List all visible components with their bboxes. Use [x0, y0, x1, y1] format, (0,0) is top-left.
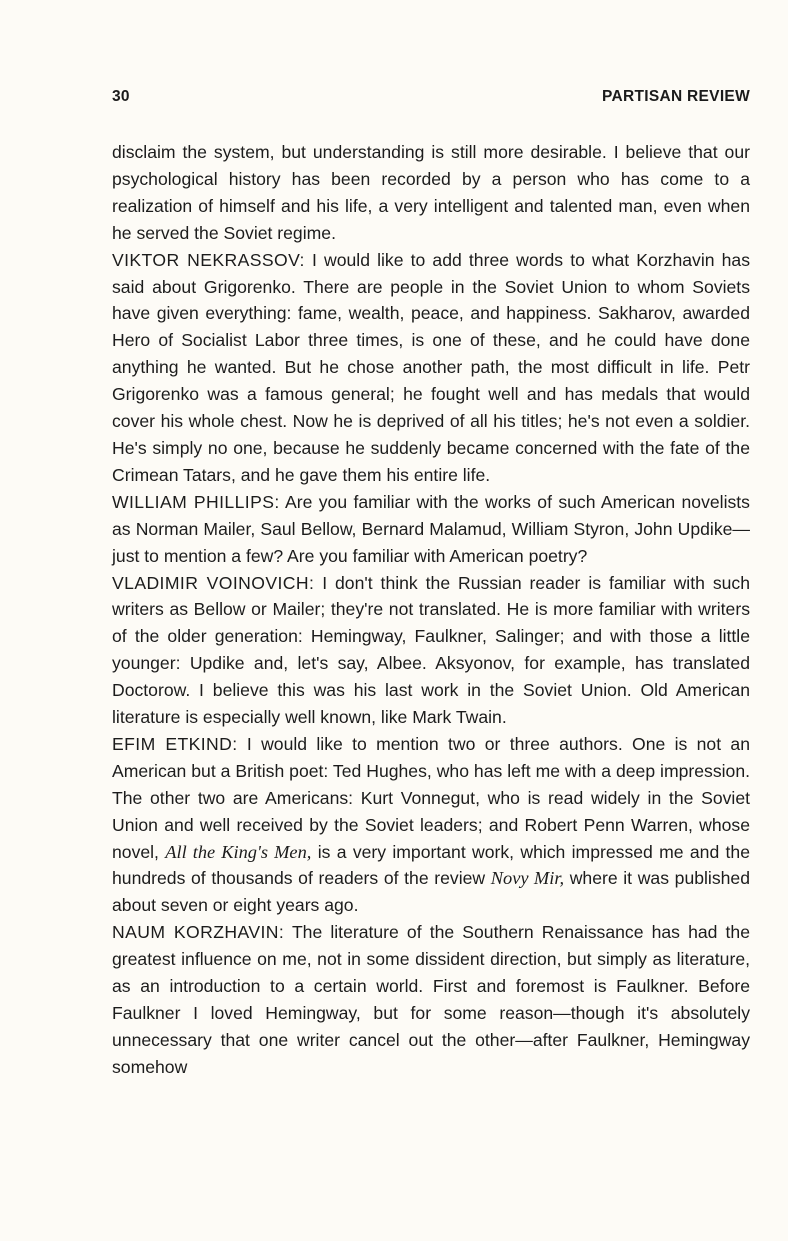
- paragraph-text: I don't think the Russian reader is familiar with such writers as Bellow or Mailer; they're not translated. He is more familiar with writers of the older generation: Hemingway, Faulkner, Salinger; and with those a little younger: Updike and, let's say, Albee. Aksyonov, for example, has translated Doctorow. I believe this was his last work in the Soviet Union. Old American literature is especially well known, like Mark Twain.: [112, 572, 750, 728]
- article-body: [112, 139, 750, 1081]
- speaker-name: EFIM ETKIND:: [112, 733, 238, 754]
- paragraph-korzhavin: [112, 919, 750, 1080]
- speaker-name: NAUM KORZHAVIN:: [112, 922, 285, 943]
- speaker-name: VIKTOR NEKRASSOV:: [112, 249, 305, 270]
- paragraph-text: is a very important work, which impressed me and the hundreds of thousands of readers of the review: [112, 841, 750, 889]
- paragraph-text: Are you familiar with the works of such American novelists as Norman Mailer, Saul Bellow, Bernard Malamud, William Styron, John Updike—just to mention a few? Are you familiar with American poetry?: [112, 491, 750, 566]
- journal-title: Novy Mir,: [490, 868, 565, 889]
- paragraph-nekrassov: [112, 247, 750, 489]
- paragraph-text: disclaim the system, but understanding is still more desirable. I believe that our psychological history has been recorded by a person who has come to a realization of himself and his life, a very intelligent and talented man, even when he served the Soviet regime.: [112, 142, 750, 243]
- speaker-name: VLADIMIR VOINOVICH:: [112, 572, 315, 593]
- paragraph-text: where it was published about seven or eight years ago.: [112, 868, 750, 916]
- speaker-name: WILLIAM PHILLIPS:: [112, 491, 280, 512]
- page-header: [112, 88, 750, 110]
- book-title: All the King's Men,: [165, 841, 312, 862]
- paragraph-text: I would like to mention two or three authors. One is not an American but a British poet: Ted Hughes, who has left me with a deep impression. The other two are Americans: Kurt Vonnegut, who is read widely in the Soviet Union and well received by the Soviet leaders; and Robert Penn Warren, whose novel,: [112, 733, 750, 862]
- paragraph-voinovich: [112, 570, 750, 731]
- page-number: 30: [112, 88, 130, 105]
- running-head: PARTISAN REVIEW: [601, 88, 750, 105]
- paragraph-phillips: [112, 489, 750, 570]
- paragraph-etkind: [112, 731, 750, 919]
- paragraph-text: I would like to add three words to what Korzhavin has said about Grigorenko. There are people in the Soviet Union to whom Soviets have given everything: fame, wealth, peace, and happiness. Sakharov, awarded Hero of Socialist Labor three times, is one of these, and he could have done anything he wanted. But he chose another path, the most difficult in life. Petr Grigorenko was a famous general; he fought well and has medals that would cover his whole chest. Now he is deprived of all his titles; he's not even a soldier. He's simply no one, because he suddenly became concerned with the fate of the Crimean Tatars, and he gave them his entire life.: [112, 249, 751, 485]
- paragraph-continuation: [112, 139, 750, 247]
- paragraph-text: The literature of the Southern Renaissance has had the greatest influence on me, not in some dissident direction, but simply as literature, as an introduction to a certain world. First and foremost is Faulkner. Before Faulkner I loved Hemingway, but for some reason—though it's absolutely unnecessary that one writer cancel out the other—after Faulkner, Hemingway somehow: [112, 922, 750, 1077]
